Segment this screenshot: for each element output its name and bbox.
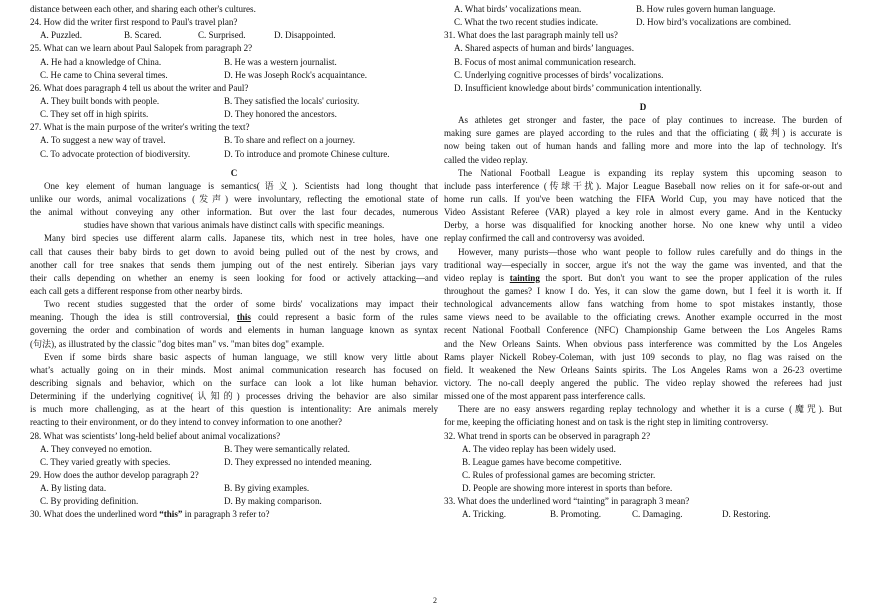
option-b: B. They were semantically related.: [224, 443, 350, 454]
option-a: A. They built bonds with people.: [40, 95, 160, 106]
section-heading-d: D: [639, 101, 647, 112]
paragraph-line: Two recent studies suggested that the order of some birds' vocalizations may impact their: [44, 299, 438, 310]
paragraph-line: unlike our words, animal vocalizations (发声) were involuntary, reflecting the emotional state of: [30, 193, 438, 204]
paragraph-line: (句法), as illustrated by the classic "dog bites man" vs. "man bites dog" example.: [30, 338, 325, 349]
paragraph-line: One key element of human language is semantics(语义). Scientists had long thought that: [44, 180, 438, 191]
option-a: A. To suggest a new way of travel.: [40, 135, 166, 146]
question-32-option-d: [444, 482, 842, 495]
question-25: 25. What can we learn about Paul Salopek from paragraph 2?: [30, 43, 253, 54]
text-span: in paragraph 3 refer to?: [184, 509, 270, 520]
paragraph-line: throughout the games? I know I do. Yes, it can slow the game down, but I feel it is worth it. If: [444, 285, 842, 296]
paragraph-line: replay confirmed the call and controversy was avoided.: [444, 233, 645, 244]
option-c: C. They set off in high spirits.: [40, 109, 149, 120]
paragraph-line: victory. The no-call deeply angered the public. The video replay showed the referees had just: [444, 377, 842, 388]
paragraph-line: Many bird species use different alarm calls. Japanese tits, which nest in tree holes, have one: [44, 233, 438, 244]
paragraph-line: is much more challenging, as at the heart of this question is intentionality: Are animals merely: [30, 404, 438, 415]
paragraph-line: [444, 272, 842, 285]
question-30-options-cd: [444, 16, 842, 29]
paragraph-line: [30, 311, 438, 324]
paragraph-line: traditional way—especially in soccer, argue it's not the way the game was invented, and that the: [444, 259, 842, 270]
option-c: C. Underlying cognitive processes of birds’ vocalizations.: [454, 69, 664, 80]
question-32-option-a: [444, 443, 842, 456]
option-c: C. They varied greatly with species.: [40, 456, 171, 467]
option-d: D. Insufficient knowledge about birds’ communication intentionally.: [454, 82, 702, 93]
option-b: B. To share and reflect on a journey.: [224, 135, 356, 146]
question-28: 28. What was scientists’ long-held belief about animal vocalizations?: [30, 430, 281, 441]
option-d: D. He was Joseph Rock's acquaintance.: [224, 69, 368, 80]
question-33: 33. What does the underlined word “tainting” in paragraph 3 mean?: [444, 496, 690, 507]
question-30: [30, 508, 438, 521]
paragraph-line: another call for tree snakes that sends them jumping out of the nest entirely. Siberian jays vary: [30, 259, 438, 270]
paragraph-line: called the video replay.: [444, 154, 528, 165]
option-a: A. By listing data.: [40, 483, 107, 494]
paragraph-line: governing the order and combination of words and elements in human language known as syntax: [30, 325, 438, 336]
paragraph-line: Even if some birds share basic aspects of human language, we still know very little about: [44, 351, 438, 362]
option-c: C. To advocate protection of biodiversity.: [40, 148, 191, 159]
option-a: A. They conveyed no emotion.: [40, 443, 152, 454]
paragraph-line: technological advancements allow fans watching from home to spot mistakes instantly, those: [444, 299, 842, 310]
paragraph-line: Derby, a horse was disqualified for knocking another horse. No one knew why until a video: [444, 220, 842, 231]
paragraph-line: Video Assistant Referee (VAR) played a key role in almost every game. And in the Kentucky: [444, 207, 842, 218]
option-a: A. The video replay has been widely used.: [462, 443, 616, 454]
section-heading-c: C: [230, 167, 238, 178]
question-27-options-ab: [30, 134, 438, 147]
option-a: A. Shared aspects of human and birds’ languages.: [454, 43, 634, 54]
paragraph-line: for me, keeping the officiating honest and on task is the right step in limiting controversy.: [444, 417, 769, 428]
paragraph-line: recent National Football Conference (NFC) Championship Game between the Los Angeles Rams: [444, 325, 842, 336]
paragraph-line: studies have shown that various animals have distinct calls with specific meanings.: [83, 220, 385, 231]
bold-word: “this”: [159, 509, 183, 520]
paragraph-line: same views need to be available to the officiating crews. Another example occurred in the most: [444, 312, 842, 323]
text-span: video replay is: [444, 272, 505, 283]
option-d: D. To introduce and promote Chinese culture.: [224, 148, 390, 159]
paragraph-line: field. It weakened the New Orleans Saints spirits. The Los Angeles Rams won a 26-23 overtime: [444, 364, 842, 375]
question-25-options-ab: [30, 56, 438, 69]
option-b: B. By giving examples.: [224, 483, 310, 494]
right-column: [444, 0, 842, 521]
paragraph-line: missed one of the most apparent pass interference calls.: [444, 391, 646, 402]
question-27-options-cd: [30, 148, 438, 161]
option-b: B. League games have become competitive.: [462, 456, 622, 467]
paragraph-line: each call gets a different response from other nearby birds.: [30, 285, 243, 296]
paragraph-line: home run calls. If you've been watching the FIFA World Cup, you may have noticed that the: [444, 193, 842, 204]
option-b: B. He was a western journalist.: [224, 56, 337, 67]
option-d: D. People are showing more interest in sports than before.: [462, 483, 673, 494]
option-d: D. They expressed no intended meaning.: [224, 456, 372, 467]
question-32-option-b: [444, 456, 842, 469]
paragraph-line: what’s actually going on in their minds. Most animal communication research has focused on: [30, 364, 438, 375]
question-31-option-a: [444, 42, 842, 55]
underlined-word-this: this: [236, 312, 251, 323]
question-31-option-c: [444, 69, 842, 82]
paragraph-line: Rams player Nickell Robey-Coleman, with just 109 seconds to play, no flag was raised on the: [444, 351, 842, 362]
text-span: could represent a basic form of the rules: [258, 312, 438, 323]
question-28-options-cd: [30, 456, 438, 469]
option-d: D. They honored the ancestors.: [224, 109, 337, 120]
option-b: B. They satisfied the locals' curiosity.: [224, 95, 360, 106]
option-a: A. Tricking.: [462, 509, 506, 520]
text-span: 30. What does the underlined word: [30, 509, 157, 520]
option-d: D. By making comparison.: [224, 496, 322, 507]
option-b: B. How rules govern human language.: [636, 4, 776, 14]
question-24: 24. How did the writer first respond to Paul's travel plan?: [30, 17, 238, 28]
question-26-options-ab: [30, 95, 438, 108]
option-a: A. What birds’ vocalizations mean.: [454, 4, 582, 14]
option-d: D. Restoring.: [722, 509, 771, 520]
question-32: 32. What trend in sports can be observed in paragraph 2?: [444, 430, 651, 441]
question-31-option-d: [444, 82, 842, 95]
paragraph-line: include pass interference (传球干扰). Major League Baseball now relies on it for safe-or-out and: [444, 180, 842, 191]
question-28-options-ab: [30, 443, 438, 456]
option-a: A. Puzzled.: [40, 30, 82, 41]
question-31-option-b: [444, 56, 842, 69]
question-29-options-ab: [30, 482, 438, 495]
option-a: A. He had a knowledge of China.: [40, 56, 162, 67]
question-33-options: [444, 508, 842, 521]
paragraph-line: their calls depending on whether an enemy is seen looking for food or actively attacking—and: [30, 272, 438, 283]
question-27: 27. What is the main purpose of the writer's writing the text?: [30, 122, 250, 133]
option-c: C. Surprised.: [198, 30, 246, 41]
text-span: the sport. But don't you want to see the proper application of the rules: [545, 272, 842, 283]
option-b: B. Promoting.: [550, 509, 602, 520]
paragraph-line: the animal without conveying any other information. But over the last four decades, numerous: [30, 207, 438, 218]
option-c: C. Damaging.: [632, 509, 683, 520]
option-d: D. How bird’s vocalizations are combined.: [636, 17, 792, 28]
paragraph-line: describing signals and behavior, which on the surface can look a lot like human behavior.: [30, 377, 438, 388]
underlined-word-tainting: tainting: [509, 272, 540, 283]
question-26-options-cd: [30, 108, 438, 121]
text-line: distance between each other, and sharing each other's cultures.: [30, 4, 256, 14]
paragraph-line: making sure games are played according to the rules and that the officiating (裁判) is accurate is: [444, 128, 842, 139]
paragraph-line: As athletes get stronger and faster, the pace of play continues to increase. The burden of: [458, 115, 842, 126]
left-column: [30, 0, 438, 521]
paragraph-line: now being taken out of human hands and falling more and more into the lap of technology. It's: [444, 141, 842, 152]
question-29-options-cd: [30, 495, 438, 508]
paragraph-line: and the New Orleans Saints. When obvious pass interference was committed by the Los Angeles: [444, 338, 842, 349]
question-31: 31. What does the last paragraph mainly tell us?: [444, 30, 618, 41]
text-span: meaning. Though the idea is still controversial,: [30, 312, 230, 323]
option-c: C. What the two recent studies indicate.: [454, 17, 599, 28]
paragraph-line: However, many purists—those who want people to follow rules carefully and do things in the: [458, 246, 842, 257]
question-26: 26. What does paragraph 4 tell us about the writer and Paul?: [30, 82, 249, 93]
option-d: D. Disappointed.: [274, 30, 336, 41]
paragraph-line: Determining if the underlying cognitive(认知的) processes driving the behavior are also similar: [30, 391, 438, 402]
question-24-options: [30, 29, 438, 42]
paragraph-line: There are no easy answers regarding replay technology and whether it is a curse (魔咒). But: [458, 404, 842, 415]
option-c: C. He came to China several times.: [40, 69, 168, 80]
paragraph-line: call that causes their baby birds to get down to avoid being pulled out of the nest by crows, and: [30, 246, 438, 257]
question-32-option-c: [444, 469, 842, 482]
option-c: C. By providing definition.: [40, 496, 139, 507]
option-b: B. Scared.: [124, 30, 162, 41]
question-25-options-cd: [30, 69, 438, 82]
question-29: 29. How does the author develop paragraph 2?: [30, 469, 199, 480]
paragraph-line: reacting to their environment, or do they intend to convey information to one another?: [30, 417, 343, 428]
option-c: C. Rules of professional games are becoming stricter.: [462, 469, 656, 480]
page-number: 2: [433, 596, 437, 605]
option-b: B. Focus of most animal communication research.: [454, 56, 636, 67]
question-30-options-ab: [444, 3, 842, 16]
paragraph-line: The National Football League is expanding its replay system this upcoming season to: [458, 167, 842, 178]
